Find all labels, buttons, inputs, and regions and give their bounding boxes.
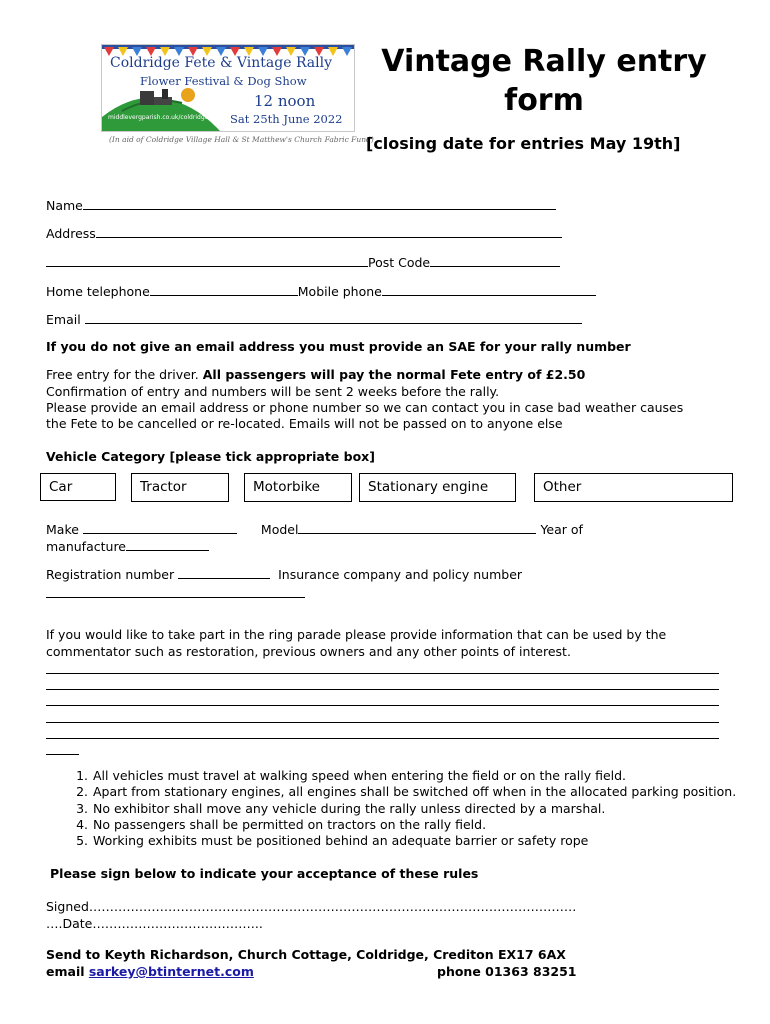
address-row (46, 225, 562, 241)
email-field[interactable] (85, 311, 582, 324)
name-row (46, 197, 556, 213)
sae-notice: If you do not give an email address you must provide an SAE for your rally number (46, 339, 631, 354)
event-poster (101, 44, 355, 132)
email-row (46, 311, 582, 327)
phone-row (46, 283, 596, 299)
hill-illustration (102, 88, 220, 131)
mobile-phone-label: Mobile phone (297, 284, 382, 299)
parade-answer-line[interactable] (46, 673, 719, 674)
category-box-stationary-engine[interactable]: Stationary engine (359, 473, 516, 502)
email-link[interactable]: sarkey@btinternet.com (88, 964, 254, 979)
registration-field[interactable] (178, 566, 270, 579)
email-prefix: email (46, 964, 89, 979)
model-field[interactable] (298, 521, 536, 534)
poster-title: Coldridge Fete & Vintage Rally (110, 55, 333, 71)
rule-item: 4. No passengers shall be permitted on tractors on the rally field. (92, 817, 752, 833)
category-box-other[interactable]: Other (534, 473, 733, 502)
rules-list (46, 768, 752, 849)
email-label: Email (46, 312, 81, 327)
make-model-row (46, 521, 583, 537)
name-field[interactable] (83, 197, 556, 210)
post-code-field[interactable] (430, 254, 560, 267)
parade-answer-line[interactable] (46, 754, 79, 755)
closing-date: [closing date for entries May 19th] (366, 134, 681, 153)
rule-item: 1. All vehicles must travel at walking speed when entering the field or on the rally field. (92, 768, 752, 784)
address-field-2[interactable] (46, 254, 368, 267)
model-label: Model (260, 522, 299, 537)
manufacture-label: manufacture (46, 539, 126, 554)
date-field[interactable]: ….Date………………………………….. (46, 916, 263, 931)
parade-answer-line[interactable] (46, 689, 719, 690)
parade-answer-line[interactable] (46, 705, 719, 706)
make-label: Make (46, 522, 79, 537)
info-line-1 (46, 367, 585, 382)
phone-number: phone 01363 83251 (437, 964, 577, 979)
category-box-car[interactable]: Car (40, 473, 116, 501)
poster-date: Sat 25th June 2022 (230, 112, 343, 126)
signed-field[interactable]: Signed……………………………………………………………………………………………………… (46, 899, 577, 914)
post-code-label: Post Code (368, 255, 431, 270)
address-field[interactable] (96, 225, 562, 238)
category-box-tractor[interactable]: Tractor (131, 473, 229, 502)
page-title: Vintage Rally entry form (381, 44, 707, 118)
registration-row (46, 566, 522, 582)
vehicle-category-heading: Vehicle Category [please tick appropriate box] (46, 449, 375, 464)
home-telephone-label: Home telephone (46, 284, 150, 299)
info-line-3: Please provide an email address or phone number so we can contact you in case bad weather causes (46, 400, 684, 415)
mobile-phone-field[interactable] (382, 283, 596, 296)
poster-subtitle: Flower Festival & Dog Show (140, 74, 307, 88)
rule-item: 2. Apart from stationary engines, all engines shall be switched off when in the allocated parking position. (92, 784, 752, 800)
free-entry-text: Free entry for the driver. (46, 367, 203, 382)
rule-item: 3. No exhibitor shall move any vehicle during the rally unless directed by a marshal. (92, 801, 752, 817)
year-of-manufacture-field[interactable] (126, 538, 209, 551)
parade-answer-line[interactable] (46, 738, 719, 739)
send-to-address: Send to Keyth Richardson, Church Cottage, Coldridge, Crediton EX17 6AX (46, 947, 566, 962)
make-field[interactable] (83, 521, 237, 534)
parade-answer-line[interactable] (46, 722, 719, 723)
info-line-4: the Fete to be cancelled or re-located. Emails will not be passed on to anyone else (46, 416, 563, 431)
parade-line-1: If you would like to take part in the ring parade please provide information that can be used by the (46, 627, 667, 642)
passenger-fee-text: All passengers will pay the normal Fete entry of £2.50 (202, 367, 586, 382)
poster-caption: (In aid of Coldridge Village Hall & St Matthew's Church Fabric Fund) (109, 135, 374, 144)
manufacture-row (46, 538, 209, 554)
home-telephone-field[interactable] (150, 283, 298, 296)
rule-item: 5. Working exhibits must be positioned behind an adequate barrier or safety rope (92, 833, 752, 849)
address-label: Address (46, 226, 96, 241)
parade-line-2: commentator such as restoration, previous owners and any other points of interest. (46, 644, 571, 659)
insurance-row (46, 585, 305, 601)
address-row-2 (46, 254, 560, 270)
info-line-2: Confirmation of entry and numbers will be sent 2 weeks before the rally. (46, 384, 500, 399)
contact-row (46, 964, 254, 979)
insurance-label: Insurance company and policy number (278, 567, 523, 582)
insurance-field[interactable] (46, 585, 305, 598)
poster-website: middlevergparish.co.uk/coldridge (108, 114, 209, 121)
category-box-motorbike[interactable]: Motorbike (244, 473, 352, 502)
name-label: Name (46, 198, 83, 213)
registration-label: Registration number (46, 567, 175, 582)
poster-time: 12 noon (254, 92, 316, 110)
acceptance-text: Please sign below to indicate your acceptance of these rules (50, 866, 479, 881)
year-of-label: Year of (540, 522, 583, 537)
